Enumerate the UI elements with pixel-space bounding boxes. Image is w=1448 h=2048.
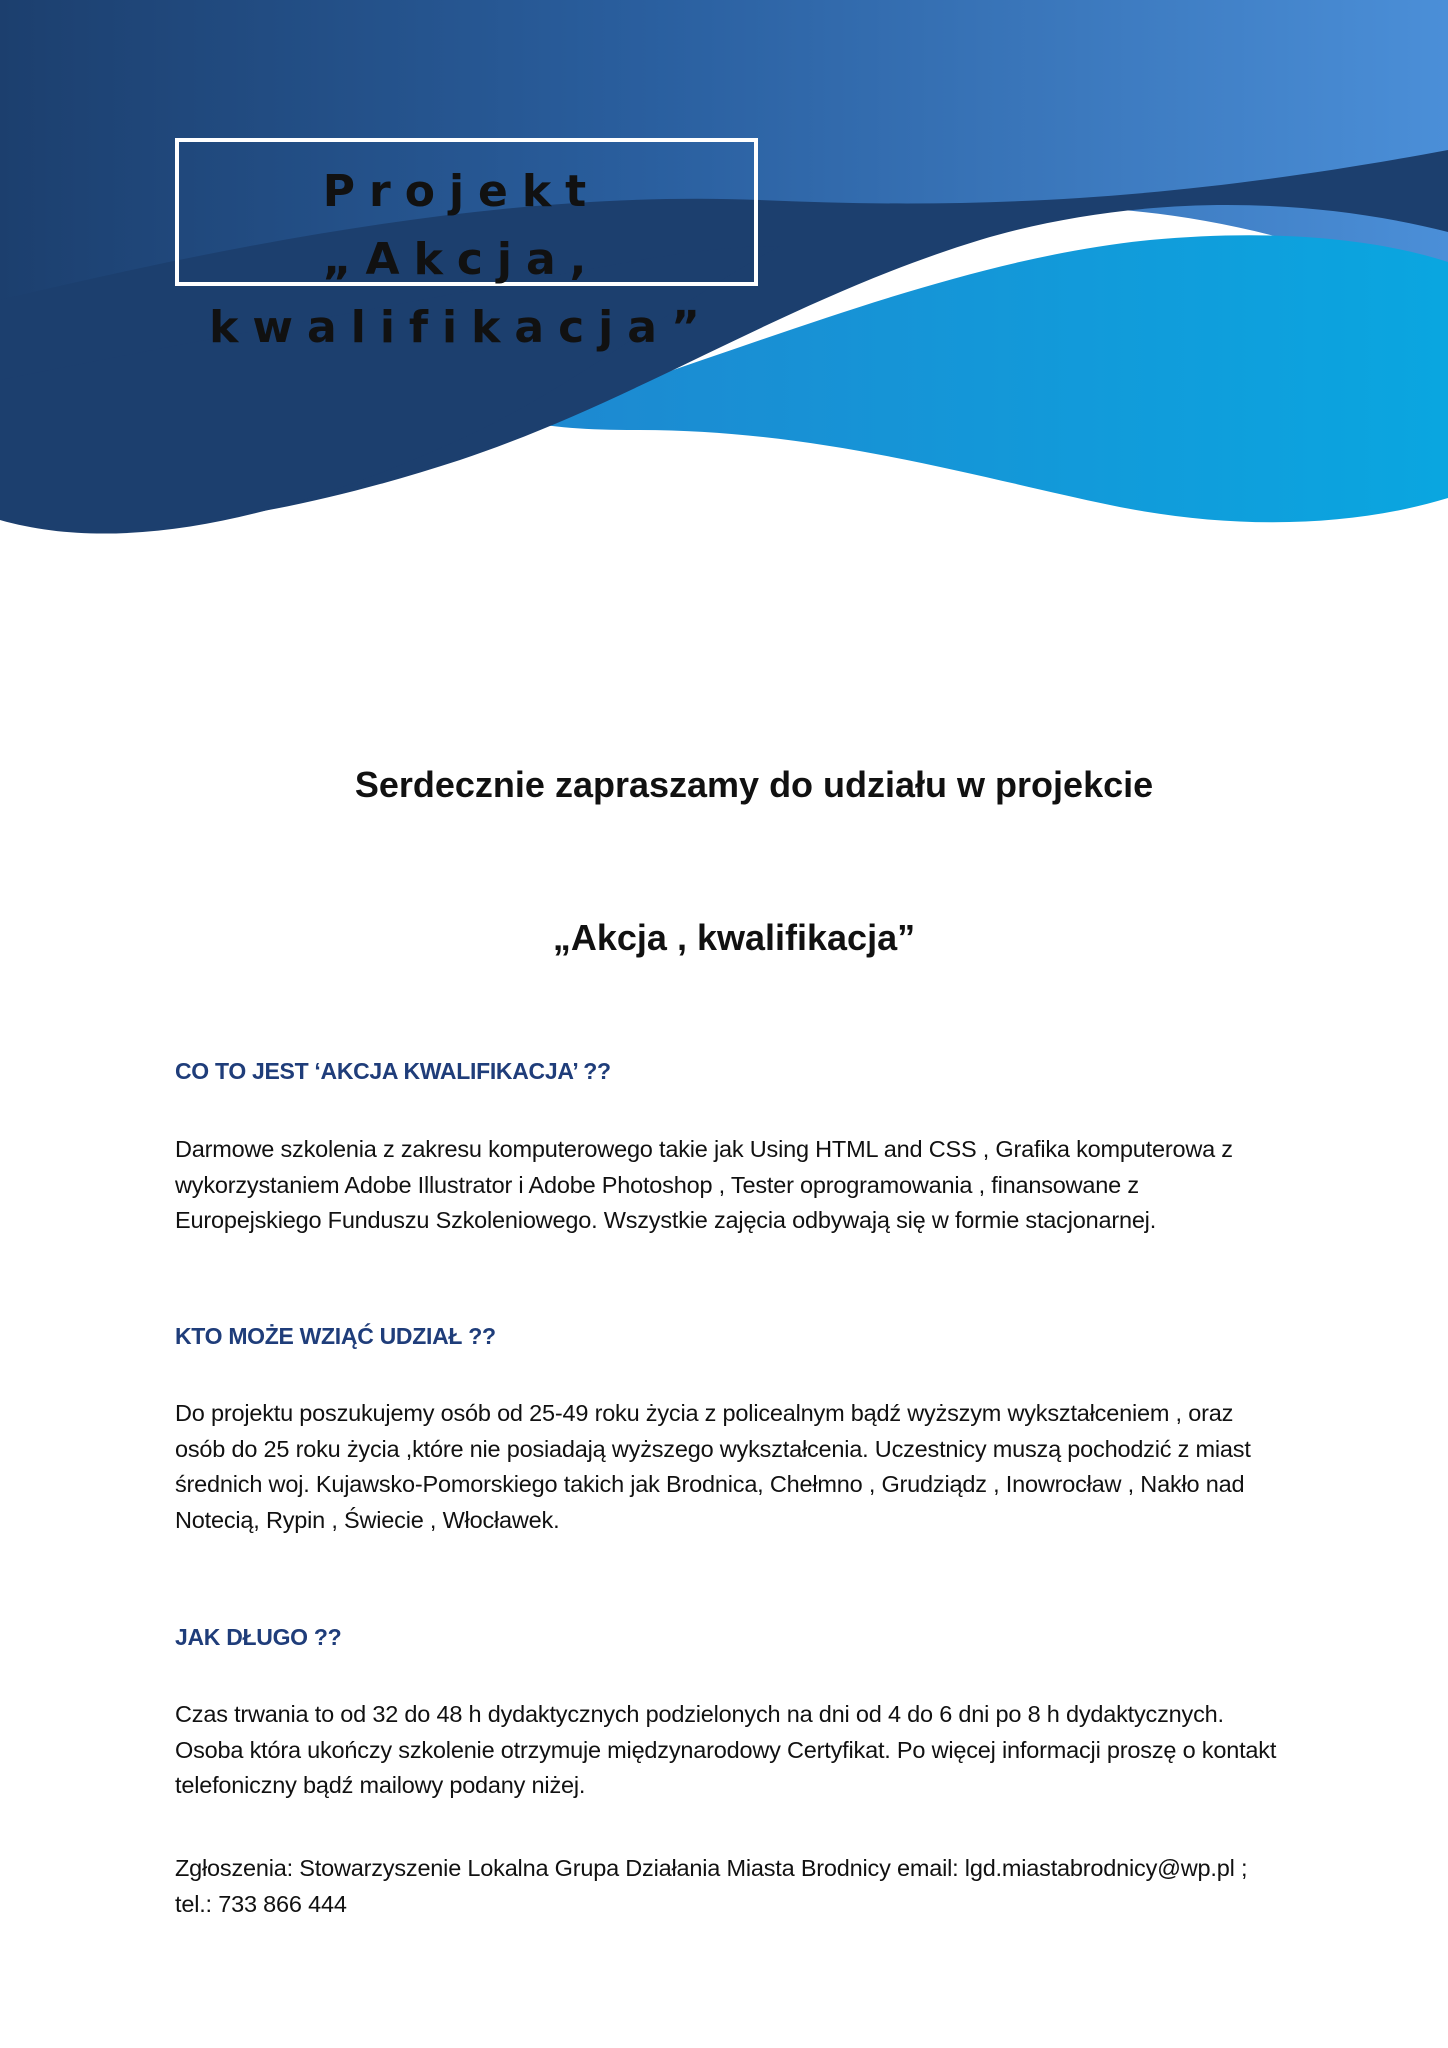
project-title-line-1: Projekt „Akcja,	[322, 166, 601, 285]
section-body-duration: Czas trwania to od 32 do 48 h dydaktycznych podzielonych na dni od 4 do 6 dni po 8 h dydaktycznych. Osoba która ukończy szkolenie otrzymuje międzynarodowy Certyfikat. Po więcej informacji proszę o kontakt telefoniczny bądź mailowy podany niżej.	[175, 1701, 1277, 1798]
section-heading-what: CO TO JEST ‘AKCJA KWALIFIKACJA’ ??	[175, 1058, 611, 1084]
section-body-what: Darmowe szkolenia z zakresu komputerowego takie jak Using HTML and CSS , Grafika komputerowa z wykorzystaniem Adobe Illustrator i Adobe Photoshop , Tester oprogramowania , finansowane z Europejskiego Funduszu Szkoleniowego. Wszystkie zajęcia odbywają się w formie stacjonarnej.	[175, 1136, 1233, 1233]
project-title-box	[175, 138, 758, 353]
invitation-heading: Serdecznie zapraszamy do udziału w projekcie	[354, 764, 1154, 805]
section-body-who: Do projektu poszukujemy osób od 25-49 roku życia z policealnym bądź wyższym wykształceniem , oraz osób do 25 roku życia ,które nie posiadają wyższego wykształcenia. Uczestnicy muszą pochodzić z miast średnich woj. Kujawsko-Pomorskiego takich jak Brodnica, Chełmno , Grudziądz , Inowrocław , Nakło nad Notecią, Rypin , Świecie , Włocławek.	[175, 1400, 1251, 1533]
project-name-heading: „Akcja , kwalifikacja”	[552, 917, 916, 958]
contact-info: Zgłoszenia: Stowarzyszenie Lokalna Grupa Działania Miasta Brodnicy email: lgd.miastabrodnicy@wp.pl ; tel.: 733 866 444	[175, 1855, 1248, 1917]
section-heading-duration: JAK DŁUGO ??	[175, 1624, 342, 1650]
project-title-line-2: kwalifikacja”	[209, 302, 714, 353]
section-heading-who: KTO MOŻE WZIĄĆ UDZIAŁ ??	[175, 1323, 496, 1349]
